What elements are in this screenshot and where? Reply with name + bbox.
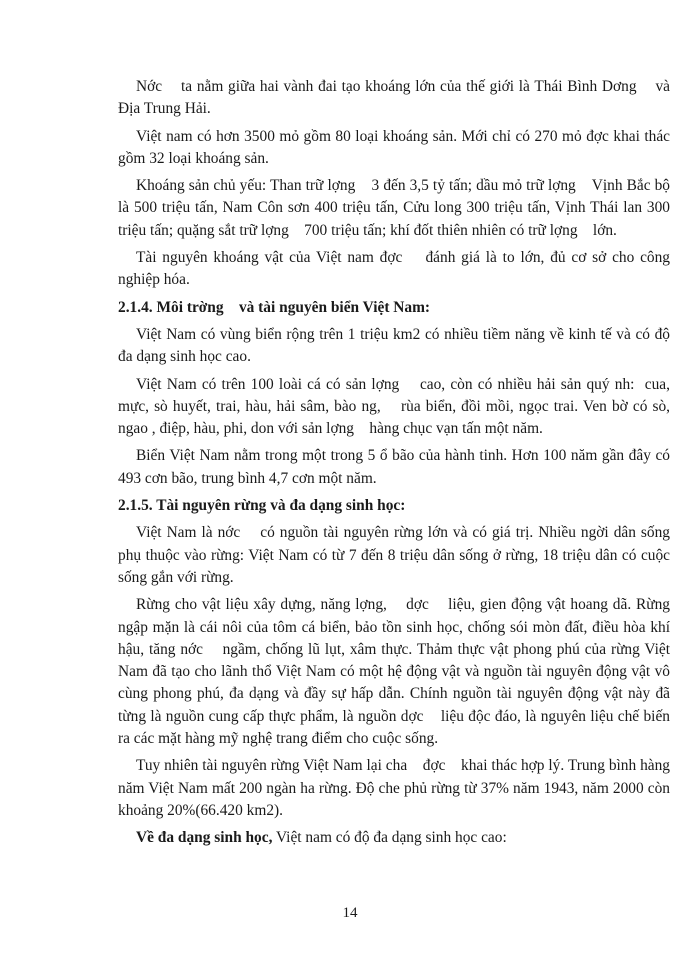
document-body (118, 76, 674, 855)
section-heading-forest: 2.1.5. Tài nguyên rừng và đa dạng sinh học: (118, 497, 406, 515)
paragraph-forest-resources: Việt Nam là nớc có nguồn tài nguyên rừng lớn và có giá trị. Nhiều ngời dân sống phụ thuộc vào rừng: Việt Nam có từ 7 đến 8 triệu dân sống ở rừng, 18 triệu dân có cuộc sống gắn với rừng. (118, 524, 674, 586)
paragraph-seafood: Việt Nam có trên 100 loài cá có sản lợng cao, còn có nhiều hải sản quý nh: cua, mực, sò huyết, trai, hàu, hải sâm, bào ng, rùa biển, đồi mồi, ngọc trai. Ven bờ có sò, ngao , điệp, hàu, phi, don với sản lợng hàng chục vạn tấn một năm. (118, 375, 674, 438)
biodiversity-lead: Về đa dạng sinh học, (136, 829, 273, 847)
paragraph-mineral-assessment: Tài nguyên khoáng vật của Việt nam đợc đánh giá là to lớn, đủ cơ sở cho công nghiệp hóa. (118, 249, 674, 289)
page-number: 14 (342, 905, 358, 921)
paragraph-mine-count: Việt nam có hơn 3500 mỏ gồm 80 loại khoáng sản. Mới chỉ có 270 mỏ đợc khai thác gồm 32 loại khoáng sản. (118, 127, 674, 167)
paragraph-storms: Biển Việt Nam nằm trong một trong 5 ổ bão của hành tinh. Hơn 100 năm gần đây có 493 cơn bão, trung bình 4,7 cơn một năm. (118, 447, 674, 487)
paragraph-deforestation: Tuy nhiên tài nguyên rừng Việt Nam lại cha đợc khai thác hợp lý. Trung bình hàng năm Việt Nam mất 200 ngàn ha rừng. Độ che phủ rừng từ 37% năm 1943, năm 2000 còn khoảng 20%(66.420 km2). (118, 757, 674, 819)
paragraph-mineral-belts: Nớc ta nằm giữa hai vành đai tạo khoáng lớn của thế giới là Thái Bình Dơng và Địa Trung Hải. (118, 78, 674, 118)
paragraph-main-minerals: Khoáng sản chủ yếu: Than trữ lợng 3 đến 3,5 tỷ tấn; dầu mỏ trữ lợng Vịnh Bắc bộ là 500 triệu tấn, Nam Côn sơn 400 triệu tấn, Cửu long 300 triệu tấn, Vịnh Thái lan 300 triệu tấn; quặng sắt trữ lợng 700 triệu tấn; khí đốt thiên nhiên có trữ lợng lớn. (118, 177, 674, 239)
paragraph-biodiversity (118, 827, 670, 849)
biodiversity-rest: Việt nam có độ đa dạng sinh học cao: (272, 829, 507, 847)
section-heading-marine: 2.1.4. Môi trờng và tài nguyên biển Việt Nam: (118, 298, 431, 316)
paragraph-sea-area: Việt Nam có vùng biển rộng trên 1 triệu km2 có nhiều tiềm năng về kinh tế và có độ đa dạng sinh học cao. (118, 325, 674, 366)
paragraph-forest-value: Rừng cho vật liệu xây dựng, năng lợng, dợc liệu, gien động vật hoang dã. Rừng ngập mặn là cái nôi của tôm cá biển, bảo tồn sinh học, chống sói mòn đất, điều hòa khí hậu, tăng nớc ngầm, chống lũ lụt, xâm thực. Thảm thực vật phong phú của rừng Việt Nam đã tạo cho lãnh thổ Việt Nam có một hệ động vật và nguồn tài nguyên động vật vô cùng phong phú, đa dạng và đầy sự hấp dẫn. Chính nguồn tài nguyên động vật này đã từng là nguồn cung cấp thực phẩm, là nguồn dợc liệu độc đáo, là nguyên liệu chế biến ra các mặt hàng mỹ nghệ trang điểm cho cuộc sống. (118, 596, 674, 748)
